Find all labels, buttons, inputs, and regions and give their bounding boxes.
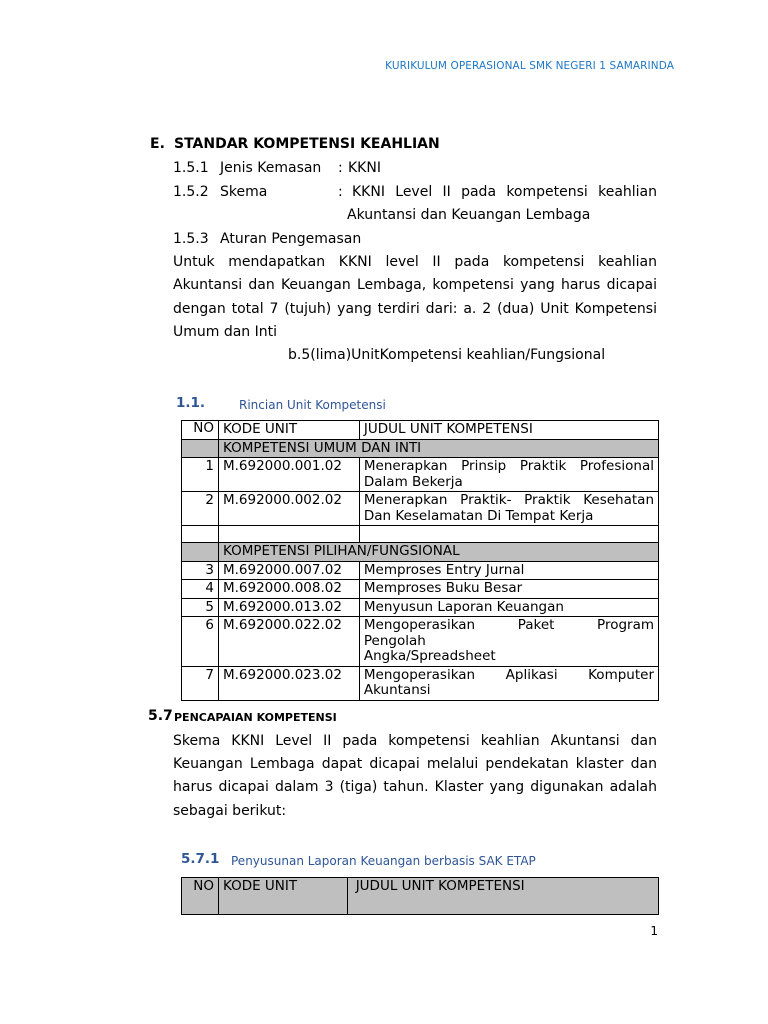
section-title: STANDAR KOMPETENSI KEAHLIAN	[174, 136, 440, 152]
row-kode: M.692000.013.02	[218, 598, 359, 617]
row-kode: M.692000.022.02	[218, 617, 359, 667]
row-judul-line: Menerapkan Praktik- Praktik Kesehatan	[363, 492, 654, 508]
section-571-number: 5.7.1	[181, 851, 220, 867]
row-judul: Menyusun Laporan Keuangan	[359, 598, 658, 617]
row-judul-line: Menerapkan Prinsip Praktik Profesional	[363, 458, 654, 474]
table-row	[182, 666, 659, 700]
header-judul: JUDUL UNIT KOMPETENSI	[347, 878, 658, 915]
row-judul-line: Dalam Bekerja	[363, 473, 463, 490]
page-number: 1	[650, 924, 658, 938]
spacer-cell	[218, 526, 359, 543]
table-row	[182, 580, 659, 599]
row-judul-line: Akuntansi	[363, 682, 431, 698]
header-kode: KODE UNIT	[218, 878, 347, 915]
row-no: 1	[182, 458, 219, 492]
spacer-row	[182, 526, 659, 543]
row-judul: Memproses Entry Jurnal	[359, 561, 658, 580]
rincian-heading	[176, 392, 205, 411]
item-1-5-1-sep: :	[338, 160, 343, 176]
item-1-5-3-num: 1.5.3	[173, 231, 209, 247]
para-line: Untuk mendapatkan KKNI level II pada kompetensi keahlian	[173, 254, 657, 270]
header-no: NO	[182, 878, 219, 915]
row-no: 7	[182, 666, 219, 700]
section-57-line: harus dicapai dalam 3 (tiga) tahun. Klaster yang digunakan adalah	[173, 779, 657, 795]
para-line: Umum dan Inti	[173, 324, 278, 340]
group-empty-cell	[182, 439, 219, 458]
item-1-5-2-label: Skema	[220, 184, 268, 200]
rincian-title: Rincian Unit Kompetensi	[239, 398, 386, 412]
row-kode: M.692000.023.02	[218, 666, 359, 700]
table-header-row	[182, 878, 659, 915]
group-row	[182, 439, 659, 458]
item-1-5-2-value-line1: KKNI Level II pada kompetensi keahlian	[352, 184, 657, 200]
row-judul	[359, 666, 658, 700]
section-57-title: PENCAPAIAN KOMPETENSI	[174, 711, 337, 724]
section-571-heading	[181, 848, 219, 867]
row-judul-line: Angka/Spreadsheet	[363, 648, 496, 664]
item-1-5-1-value: KKNI	[348, 160, 381, 176]
group-label: KOMPETENSI UMUM DAN INTI	[218, 439, 658, 458]
row-judul-line: Mengoperasikan Paket Program	[363, 617, 654, 633]
row-no: 4	[182, 580, 219, 599]
table-row	[182, 458, 659, 492]
row-kode: M.692000.002.02	[218, 492, 359, 526]
section-57-number: 5.7	[148, 708, 173, 724]
item-1-5-2-sep: :	[338, 184, 343, 200]
section-571-title: Penyusunan Laporan Keuangan berbasis SAK ETAP	[231, 854, 536, 868]
row-judul	[359, 492, 658, 526]
group-label: KOMPETENSI PILIHAN/FUNGSIONAL	[218, 543, 658, 562]
row-no: 2	[182, 492, 219, 526]
row-judul-line: Dan Keselamatan Di Tempat Kerja	[363, 507, 594, 524]
para-b: b.5(lima)UnitKompetensi keahlian/Fungsional	[288, 347, 606, 363]
section-letter: E.	[150, 136, 165, 152]
rincian-number: 1.1.	[176, 395, 206, 411]
document-header: KURIKULUM OPERASIONAL SMK NEGERI 1 SAMARINDA	[385, 60, 674, 72]
table-row	[182, 492, 659, 526]
item-1-5-1-label: Jenis Kemasan	[220, 160, 322, 176]
row-no: 6	[182, 617, 219, 667]
row-no: 3	[182, 561, 219, 580]
row-kode: M.692000.008.02	[218, 580, 359, 599]
row-judul-line: Pengolah	[363, 632, 426, 649]
item-1-5-1-num: 1.5.1	[173, 160, 209, 176]
section-57-line: sebagai berikut:	[173, 803, 287, 819]
spacer-cell	[182, 526, 219, 543]
header-no: NO	[182, 421, 219, 440]
para-line: Akuntansi dan Keuangan Lembaga, kompetensi yang harus dicapai	[173, 277, 657, 293]
group-row	[182, 543, 659, 562]
table-row	[182, 598, 659, 617]
spacer-cell	[359, 526, 658, 543]
rincian-title-wrap	[239, 394, 386, 413]
section-57-line: Keuangan Lembaga dapat dicapai melalui pendekatan klaster dan	[173, 756, 657, 772]
row-judul: Memproses Buku Besar	[359, 580, 658, 599]
header-kode: KODE UNIT	[218, 421, 359, 440]
row-kode: M.692000.007.02	[218, 561, 359, 580]
para-line: dengan total 7 (tujuh) yang terdiri dari: a. 2 (dua) Unit Kompetensi	[173, 301, 657, 317]
item-1-5-2-num: 1.5.2	[173, 184, 209, 200]
item-1-5-2-value-line2: Akuntansi dan Keuangan Lembaga	[347, 207, 591, 223]
table-header-row	[182, 421, 659, 440]
row-judul	[359, 458, 658, 492]
header-judul: JUDUL UNIT KOMPETENSI	[359, 421, 658, 440]
competency-table-2	[181, 877, 659, 915]
table-row	[182, 617, 659, 667]
row-kode: M.692000.001.02	[218, 458, 359, 492]
table-row	[182, 561, 659, 580]
competency-table	[181, 420, 659, 701]
row-no: 5	[182, 598, 219, 617]
row-judul-line: Mengoperasikan Aplikasi Komputer	[363, 666, 654, 683]
group-empty-cell	[182, 543, 219, 562]
section-57-line: Skema KKNI Level II pada kompetensi keahlian Akuntansi dan	[173, 733, 657, 749]
row-judul	[359, 617, 658, 667]
section-571-title-wrap	[231, 850, 536, 869]
item-1-5-3-label: Aturan Pengemasan	[220, 231, 362, 247]
